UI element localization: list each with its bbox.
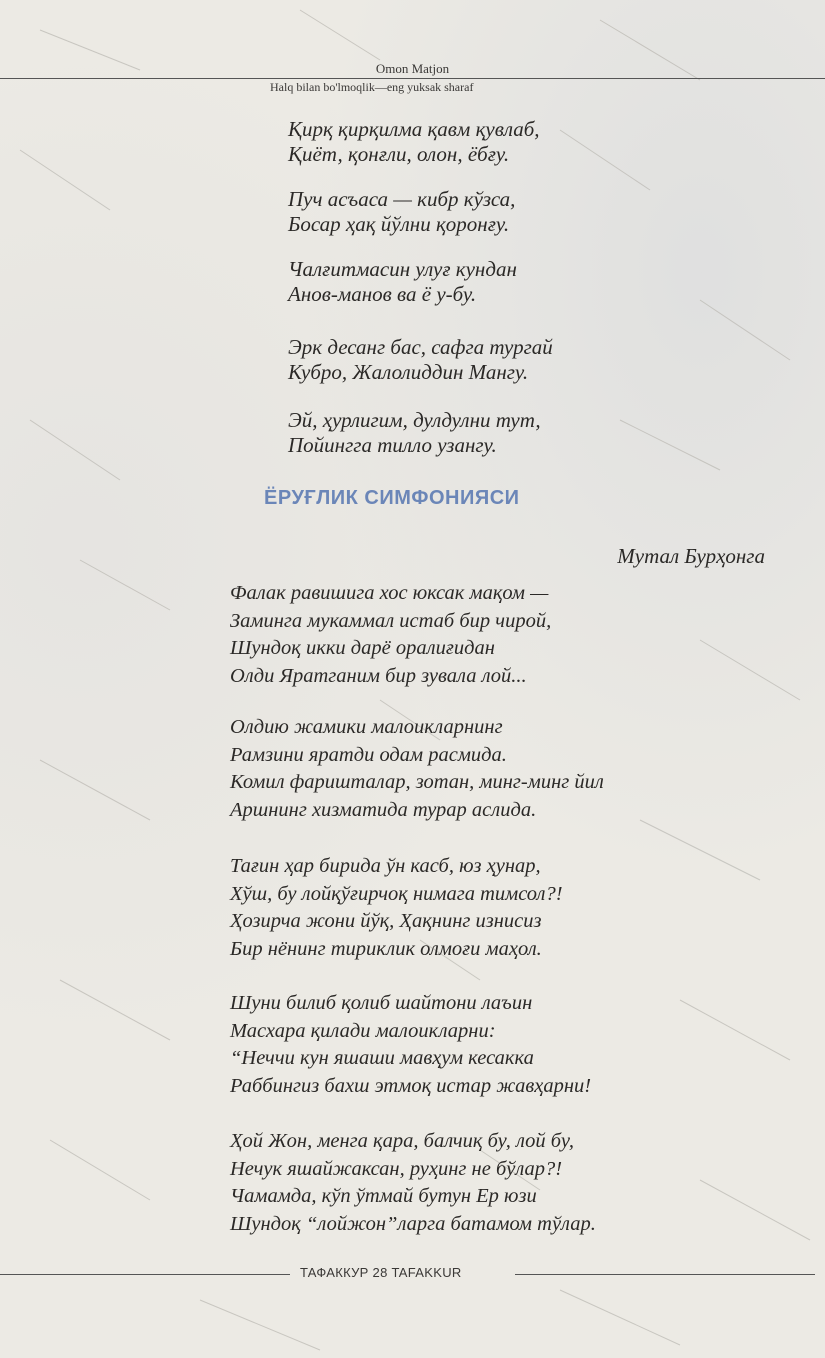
poem2-dedication: Мутал Бурҳонга (617, 544, 765, 568)
footer-rule-right (515, 1274, 815, 1275)
header-author: Omon Matjon (375, 61, 450, 76)
poem-line: Кубро, Жалолиддин Мангу. (288, 360, 529, 384)
poem-line: Чамамда, кўп ўтмай бутун Ер юзи (230, 1185, 537, 1207)
poem2-stanza-3 (230, 853, 563, 963)
poem2-stanza-2 (230, 714, 604, 824)
header-rule (0, 78, 825, 79)
poem1-stanza-4 (288, 335, 553, 385)
poem-line: Эрк десанг бас, сафга тургай (288, 335, 553, 359)
poem-line: Раббингиз бахш этмоқ истар жавҳарни! (230, 1074, 592, 1097)
poem-line: Ҳозирча жони йўқ, Ҳақнинг изнисиз (230, 910, 542, 932)
poem-line: Заминга мукаммал истаб бир чирой, (230, 609, 552, 632)
poem2-title: ЁРУҒЛИК СИМФОНИЯСИ (264, 487, 520, 509)
poem2-stanza-5 (230, 1128, 596, 1238)
poem-line: Олди Яратганим бир зувала лой... (230, 664, 527, 687)
poem-line: Шундоқ “лойжон”ларга батамом тўлар. (230, 1212, 596, 1235)
poem-line: Босар ҳақ йўлни қоронғу. (288, 212, 510, 236)
poem-line: Рамзини яратди одам расмида. (230, 743, 507, 766)
poem-line: Анов-манов ва ё у-бу. (288, 282, 477, 306)
poem-line: Бир нёнинг тириклик олмоғи маҳол. (230, 937, 542, 960)
footer-page-label: ТАФАККУР 28 TAFAKKUR (300, 1265, 462, 1280)
poem-line: Фалак равишига хос юксак мақом — (230, 582, 549, 604)
poem1-stanza-5 (288, 408, 541, 458)
poem-line: Ҳой Жон, менга қара, балчиқ бу, лой бу, (230, 1130, 575, 1152)
poem-line: Қирқ қирқилма қавм қувлаб, (288, 117, 540, 141)
poem-line: Шундоқ икки дарё оралиғидан (230, 637, 495, 659)
poem-line: Пуч асъаса — кибр кўзса, (288, 187, 516, 211)
poem-line: Шуни билиб қолиб шайтони лаъин (230, 992, 533, 1014)
poem-line: Аршнинг хизматида турар аслида. (230, 798, 537, 821)
poem1-stanza-3 (288, 257, 517, 307)
poem-line: Пойингга тилло узангу. (288, 433, 497, 457)
poem-line: Масхара қилади малоикларни: (230, 1019, 496, 1042)
poem-line: Хўш, бу лойқўғирчоқ нимага тимсол?! (230, 882, 563, 905)
poem-line: Олдию жамики малоикларнинг (230, 716, 503, 738)
poem1-stanza-1 (288, 117, 540, 167)
header-subtitle: Halq bilan bo'lmoqlik—eng yuksak sharaf (270, 80, 474, 94)
poem2-stanza-4 (230, 990, 591, 1100)
poem-line: Чалғитмасин улуғ кундан (288, 257, 517, 281)
poem-line: “Неччи кун яшаши мавҳум кесакка (230, 1047, 534, 1069)
poem-line: Қиёт, қонғли, олон, ёбғу. (288, 142, 510, 166)
poem-line: Комил фаришталар, зотан, минг-минг йил (230, 771, 604, 793)
poem-line: Эй, ҳурлигим, дулдулни тут, (288, 408, 541, 432)
footer-rule-left (0, 1274, 290, 1275)
poem2-stanza-1 (230, 580, 551, 690)
poem-line: Нечук яшайжаксан, руҳинг не бўлар?! (230, 1157, 563, 1180)
poem-line: Тағин ҳар бирида ўн касб, юз ҳунар, (230, 855, 541, 877)
poem1-stanza-2 (288, 187, 515, 237)
